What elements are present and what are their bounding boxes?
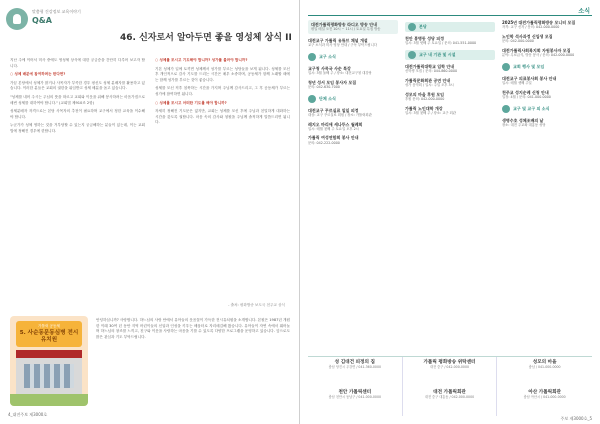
section-title: 교구 소식 <box>319 53 336 59</box>
article-subheading: ○ 성체를 모시고 기도해야 합니까? 성가를 불러야 합니까? <box>155 58 248 62</box>
facility-entry <box>308 387 403 417</box>
news-item-title: 천안 봉명동 성당 피정 <box>405 36 444 41</box>
ground-image <box>10 394 88 406</box>
facility-address: 대전 중구 / 042-000-0000 <box>429 365 469 369</box>
article-column-1 <box>10 58 145 308</box>
news-item-title: 청년 성서 모임 봉사자 모집 <box>308 79 357 85</box>
page-number-right: 주보 제3000호_5 <box>560 416 592 421</box>
article-paragraph: 지난 주에 이어서 미사 중에도 영성체 상식에 대한 궁금증을 간단히 다루어 보고자 합니다. <box>10 58 145 68</box>
photo-banner <box>16 321 82 347</box>
news-item <box>405 92 495 102</box>
right-page <box>300 0 600 424</box>
qa-header-subtitle: 맞춤형 건강정보 교육이야기 <box>32 9 81 14</box>
news-item <box>308 135 398 145</box>
news-item <box>502 20 592 30</box>
news-item <box>308 80 398 90</box>
news-item-body: 일시: 매월 첫째 주 토요일 오후 2시 <box>308 126 359 131</box>
news-item-title: 2025년 대전가톨릭평화방송 모니터 모집 <box>502 20 576 25</box>
facility-name: 성모의 마을 <box>532 360 557 365</box>
facility-address: 대전 중구 대흥동 / 042-000-0000 <box>424 394 475 399</box>
news-item <box>502 76 592 86</box>
section-header <box>308 52 398 62</box>
news-item-body: 문의: 042-222-0000 <box>308 140 340 145</box>
news-item-title: 대전가톨릭사회복지회 자원봉사자 모집 <box>502 47 571 53</box>
section-dot-icon <box>502 63 510 71</box>
kindergarten-intro: 안녕하십니까? 사랑합니다. 하느님의 사랑 안에서 유아들의 웃음꽃이 가득한 전시유치원을 소개합니다. 본원은 1987년 개원한 이래 30여 년 동안 지역 어린이들의 신앙과 인성을 키우는 배움터로 자리매김해 왔습니다. 유아들이 자연 속에서 뛰어놀며 하느님의 창조를 느끼고, 친구와 이웃을 사랑하는 마음을 기를 수 있도록 다양한 프로그램을 운영하고 있습니다. 앞으로도 많은 관심과 기도 부탁드립니다. <box>96 318 290 339</box>
news-item-title: 천주교 성지순례 신청 안내 <box>502 89 549 95</box>
news-item-title: 가톨릭문화회관 공연 안내 <box>405 77 451 83</box>
article-title: 46. 신자로서 알아두면 좋을 영성체 상식 II <box>120 33 292 43</box>
section-dot-icon <box>308 95 316 103</box>
news-item-title: 가톨릭 노인대학 개강 <box>405 105 443 111</box>
section-header <box>502 104 592 114</box>
news-item-body: 평일 매일 오전 10시 ~ 11시 / 토요일 특집 방송 <box>311 27 381 32</box>
news-item <box>308 108 398 118</box>
news-item-body: 대상: 교구 꾸르실료 회원 / 장소: 가톨릭회관 <box>308 112 372 117</box>
news-item-body: 일정: 4월 / 문의: 041-000-0000 <box>502 94 551 99</box>
building-image <box>16 350 82 394</box>
news-item <box>308 66 398 76</box>
news-item-body: 문의: 042-000-0000 <box>502 39 534 44</box>
news-item-title: 대전교구 가톨릭 유튜브 채널 개설 <box>308 37 368 43</box>
news-item <box>502 34 592 44</box>
news-column-3 <box>502 20 592 350</box>
article-paragraph: 성체를 모신 직후 침묵하는 시간을 가지며 주님께 감사드리고, 그 후 공동체가 부르는 성가에 참여하면 됩니다. <box>155 86 290 96</box>
news-item <box>502 118 592 128</box>
news-item-title: 성모의 마을 후원 모임 <box>405 91 444 97</box>
article-paragraph: 기본 성체가 입에 토끼면 성체께서 성가를 부르는 성당들을 보게 됩니다. 성체를 모신 후 개인적으로 감사 기도를 드리는 시간은 매우 소중하며, 공동체가 함께 노래할 때에는 함께 성가를 부르는 것이 좋습니다. <box>155 66 290 82</box>
news-item <box>502 48 592 58</box>
section-title: 교구 및 교구 외 소식 <box>513 105 550 111</box>
news-item <box>405 78 495 88</box>
facility-address: 충남 천안시 동남구 / 041-000-0000 <box>328 394 381 399</box>
facility-address: 충남 / 041-000-0000 <box>528 365 561 369</box>
facility-address: 충남 아산시 / 041-000-0000 <box>523 394 566 399</box>
news-item-title: 레지오 마리애 세나뚜스 월례회 <box>308 121 363 127</box>
news-item-title: 생명수호 성체조배의 날 <box>502 117 544 123</box>
section-title: 본당 <box>419 24 427 29</box>
news-item-title: 노인학 석사과정 신입생 모집 <box>502 33 553 39</box>
news-item-body: 후원 문의: 042-000-0000 <box>405 96 445 101</box>
news-item <box>502 90 592 100</box>
article-paragraph: "성체를 내어 주시는 주님의 뜻을 따르고 교회와 이웃을 위해 봉사하려는 마음가짐으로 매번 성체를 대하여야 합니다." (교회법 제910조 2항) <box>10 94 145 105</box>
news-item <box>405 36 495 46</box>
news-item-body: 문의: 042-630-7000 <box>308 84 340 89</box>
section-title: 단체 소식 <box>319 95 336 101</box>
section-header <box>308 94 398 104</box>
news-item <box>405 106 495 116</box>
news-item-body: 분야: 무료급식, 방문 봉사 / 문의: 042-000-0000 <box>502 53 575 58</box>
section-title: 교회 행사 및 모임 <box>513 63 545 69</box>
article-subheading: ○ 성체 배분에 참여하려는 한다면? <box>10 72 66 77</box>
facility-directory <box>308 356 592 416</box>
news-item-body: 일시: 3월 넷째 주 토요일 / 문의: 041-551-0000 <box>405 41 477 46</box>
book-icon <box>6 8 28 30</box>
header-rule <box>308 15 592 16</box>
news-item-body: 신학생 모집 / 문의: 044-860-0000 <box>405 69 458 74</box>
article-paragraph: 가끔 본당에서 성체가 많거나 사목자가 부족한 경우 평신도 성체 분배자를 활용하고 있습니다. 이러한 분들은 교회의 권한을 위임받고 성체 배분을 돕고 있습니다. <box>10 80 145 91</box>
facility-entry <box>308 357 403 387</box>
article-column-2 <box>155 58 290 308</box>
qa-header <box>6 6 106 34</box>
news-item-body: 자격: 교구 신자 / 문의: 042-000-0000 <box>502 25 560 30</box>
facility-name: 대전 가톨릭회관 <box>433 389 466 395</box>
news-item <box>308 38 398 48</box>
news-item-body: 일시: 3월 첫째 주 / 장소: 교구 회관 <box>405 110 456 115</box>
facility-address: 충남 당진시 우강면 / 041-360-0000 <box>328 365 381 369</box>
qa-header-label: Q&A <box>32 16 52 25</box>
news-item-title: 교구청 사목국 사순 특강 <box>308 65 351 71</box>
section-title: 교구 내 기관 및 시설 <box>419 51 456 57</box>
article-paragraph: 성체분배자 자격으로는 본당 사목자의 추천이 필요하며 교구에서 정한 교육을 이수해야 합니다. <box>10 109 145 119</box>
photo-banner-small: 가톨릭 공동체 <box>38 324 60 328</box>
article-source: - 출처: 평화방송 보도국 천주교 상식 <box>228 303 285 307</box>
section-header <box>405 22 495 32</box>
news-header: 소식 <box>578 8 590 15</box>
news-item-body: 교구 소식과 미사 영상 안내 / 구독 부탁드립니다 <box>308 43 377 48</box>
news-item-title: 대전가톨릭평화방송 라디오 방송 안내 <box>311 22 378 27</box>
article-body <box>10 58 290 308</box>
news-item-title: 대전가톨릭대학교 입학 안내 <box>405 63 455 69</box>
news-item-body: 일시: 매월 셋째 주일 <box>502 80 532 85</box>
section-dot-icon <box>408 23 416 31</box>
news-item-body: 일시: 3월 둘째 주 / 장소: 대전교구청 대강당 <box>308 71 372 76</box>
news-item <box>308 122 398 132</box>
section-header <box>502 62 592 72</box>
news-item-title: 대전교구 꾸르실료 일일 피정 <box>308 107 359 113</box>
page-number-left: 4_대전주보 제3000호 <box>8 412 48 417</box>
section-header <box>405 50 495 60</box>
section-dot-icon <box>502 105 510 113</box>
article-paragraph: 누군가가 성체 영하는 것을 거부당할 수 있는지 궁금해하는 분들이 있는데, 이는 교회법에 정해진 경우에 한합니다. <box>10 123 145 133</box>
facility-entry <box>403 357 498 387</box>
section-dot-icon <box>308 53 316 61</box>
facility-name: 아산 가톨릭회관 <box>528 389 561 395</box>
photo-banner-title: 5. 사순동문동심병 전시유치원 <box>19 330 79 343</box>
news-item-title: 가톨릭 여성연합회 봉사 안내 <box>308 135 359 141</box>
news-item <box>405 64 495 74</box>
news-item-body: 장소: 대전 주교좌 대흥동 성당 <box>502 122 546 127</box>
facility-entry <box>497 387 592 417</box>
section-dot-icon <box>408 51 416 59</box>
article-subheading: ○ 성체를 모시고 어떠한 기도를 해야 합니까? <box>155 100 227 105</box>
facility-entry <box>497 357 592 387</box>
news-item-title: 대전교구 의료봉사회 봉사 안내 <box>502 75 557 81</box>
facility-name: 천안 가톨릭센터 <box>338 389 372 395</box>
facility-name: 가톨릭 평화방송 위탁센터 <box>423 360 476 365</box>
facility-name: 성 김대건 피정의 집 <box>334 360 375 365</box>
facility-entry <box>403 387 498 417</box>
news-item <box>308 20 398 34</box>
kindergarten-photo <box>10 316 88 406</box>
article-paragraph: 자세히 정해진 기도문은 없지만, 교회는 성체를 모신 후에 주님과 친밀하게 대화하는 시간을 갖도록 권합니다. 마음 속의 감사와 청원을 주님께 솔직하게 말씀드리면 됩니다. <box>155 109 290 125</box>
news-column-2 <box>405 20 495 350</box>
news-item-body: 성가 음악회 / 일시: 주일 오후 3시 <box>405 83 454 88</box>
news-column-1 <box>308 20 398 350</box>
